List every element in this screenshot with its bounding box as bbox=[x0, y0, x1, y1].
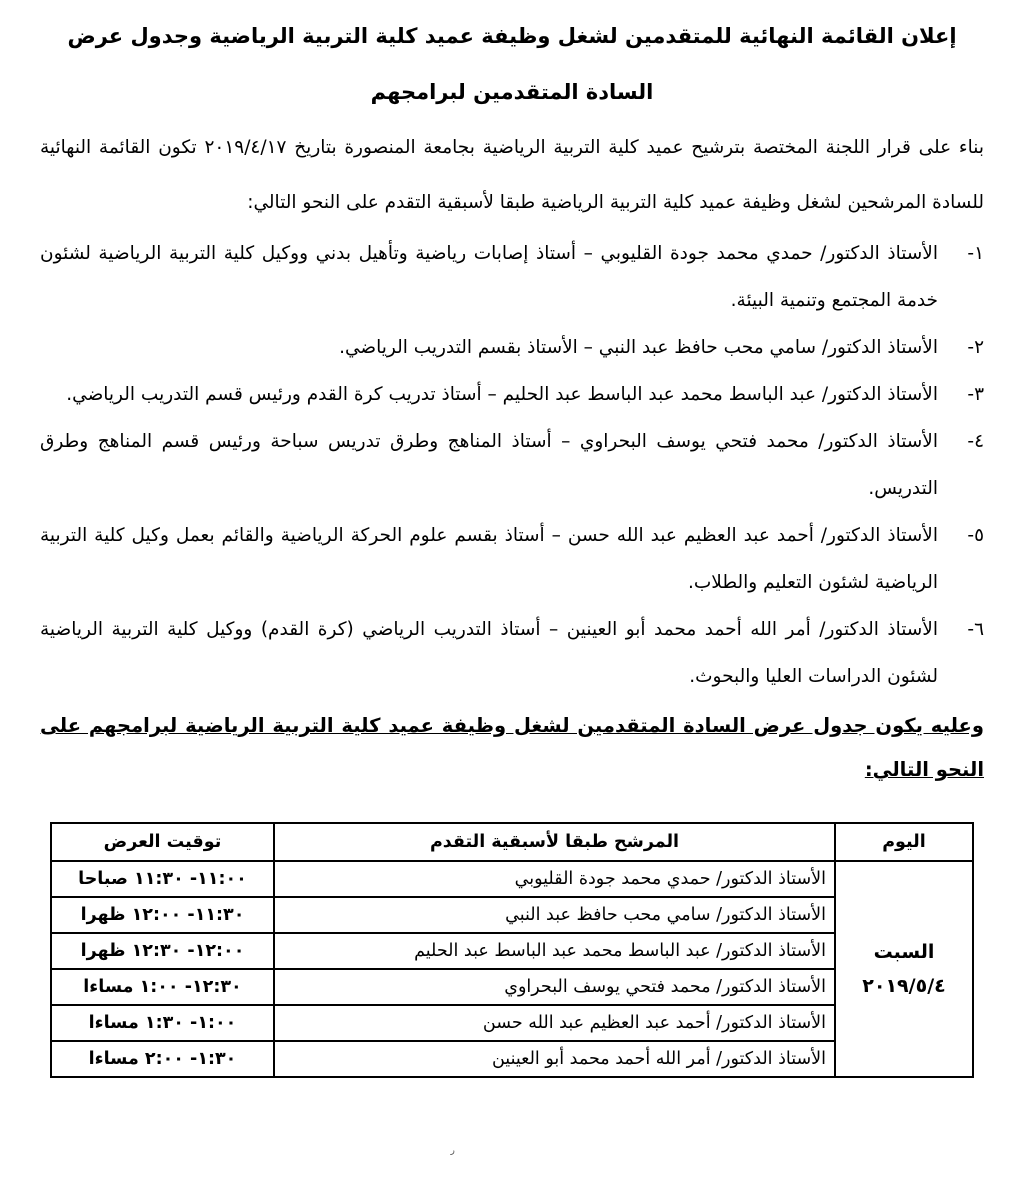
list-item-text: الأستاذ الدكتور/ عبد الباسط محمد عبد الباسط عبد الحليم – أستاذ تدريب كرة القدم ورئيس قسم التدريب الرياضي. bbox=[66, 384, 938, 405]
list-item bbox=[40, 371, 984, 418]
list-item bbox=[40, 606, 984, 700]
time-cell: ١:٠٠- ١:٣٠ مساءا bbox=[51, 1005, 274, 1041]
time-cell: ١:٣٠- ٢:٠٠ مساءا bbox=[51, 1041, 274, 1077]
list-item bbox=[40, 512, 984, 606]
schedule-heading: وعليه يكون جدول عرض السادة المتقدمين لشغل وظيفة عميد كلية التربية الرياضية لبرامجهم على النحو التالي: bbox=[40, 714, 984, 781]
list-item bbox=[40, 418, 984, 512]
header-candidate: المرشح طبقا لأسبقية التقدم bbox=[274, 823, 835, 861]
candidate-cell: الأستاذ الدكتور/ أمر الله أحمد محمد أبو العينين bbox=[274, 1041, 835, 1077]
schedule-table bbox=[50, 822, 974, 1078]
list-item-number: ٦- bbox=[967, 619, 984, 640]
table-header-row bbox=[51, 823, 973, 861]
list-item-number: ٥- bbox=[967, 525, 984, 546]
table-row bbox=[51, 1005, 973, 1041]
table-row bbox=[51, 1041, 973, 1077]
candidate-list bbox=[40, 230, 984, 700]
candidate-cell: الأستاذ الدكتور/ أحمد عبد العظيم عبد الله حسن bbox=[274, 1005, 835, 1041]
list-item-text: الأستاذ الدكتور/ أمر الله أحمد محمد أبو العينين – أستاذ التدريب الرياضي (كرة القدم) ووكيل كلية التربية الرياضية لشئون الدراسات العليا والبحوث. bbox=[40, 619, 938, 687]
list-item-text: الأستاذ الدكتور/ حمدي محمد جودة القليوبي – أستاذ إصابات رياضية وتأهيل بدني ووكيل كلية التربية الرياضية لشئون خدمة المجتمع وتنمية البيئة. bbox=[40, 243, 938, 311]
time-cell: ١١:٠٠- ١١:٣٠ صباحا bbox=[51, 861, 274, 897]
list-item-number: ٣- bbox=[967, 384, 984, 405]
candidate-cell: الأستاذ الدكتور/ حمدي محمد جودة القليوبي bbox=[274, 861, 835, 897]
list-item-text: الأستاذ الدكتور/ سامي محب حافظ عبد النبي – الأستاذ بقسم التدريب الرياضي. bbox=[339, 337, 938, 358]
document-title: إعلان القائمة النهائية للمتقدمين لشغل وظيفة عميد كلية التربية الرياضية وجدول عرض السادة المتقدمين لبرامجهم bbox=[67, 24, 957, 104]
time-cell: ١٢:٣٠- ١:٠٠ مساءا bbox=[51, 969, 274, 1005]
table-row bbox=[51, 861, 973, 897]
list-item-number: ٤- bbox=[967, 431, 984, 452]
candidate-cell: الأستاذ الدكتور/ سامي محب حافظ عبد النبي bbox=[274, 897, 835, 933]
list-item bbox=[40, 324, 984, 371]
list-item bbox=[40, 230, 984, 324]
list-item-number: ١- bbox=[967, 243, 984, 264]
table-row bbox=[51, 933, 973, 969]
table-row bbox=[51, 969, 973, 1005]
header-day: اليوم bbox=[835, 823, 973, 861]
intro-paragraph: بناء على قرار اللجنة المختصة بترشيح عميد كلية التربية الرياضية بجامعة المنصورة بتاريخ ٢٠١٩/٤/١٧ تكون القائمة النهائية للسادة المرشحين لشغل وظيفة عميد كلية التربية الرياضية طبقا لأسبقية التقدم على النحو التالي: bbox=[40, 137, 984, 213]
time-cell: ١٢:٠٠- ١٢:٣٠ ظهرا bbox=[51, 933, 274, 969]
footnote-mark: ر bbox=[450, 1146, 455, 1156]
candidate-cell: الأستاذ الدكتور/ محمد فتحي يوسف البحراوي bbox=[274, 969, 835, 1005]
list-item-text: الأستاذ الدكتور/ محمد فتحي يوسف البحراوي – أستاذ المناهج وطرق تدريس سباحة ورئيس قسم المناهج وطرق التدريس. bbox=[40, 431, 938, 499]
table-row bbox=[51, 897, 973, 933]
time-cell: ١١:٣٠- ١٢:٠٠ ظهرا bbox=[51, 897, 274, 933]
header-time: توقيت العرض bbox=[51, 823, 274, 861]
day-date: ٢٠١٩/٥/٤ bbox=[862, 975, 946, 997]
list-item-text: الأستاذ الدكتور/ أحمد عبد العظيم عبد الله حسن – أستاذ بقسم علوم الحركة الرياضية والقائم بعمل وكيل كلية التربية الرياضية لشئون التعليم والطلاب. bbox=[40, 525, 938, 593]
candidate-cell: الأستاذ الدكتور/ عبد الباسط محمد عبد الباسط عبد الحليم bbox=[274, 933, 835, 969]
list-item-number: ٢- bbox=[967, 337, 984, 358]
day-cell bbox=[835, 861, 973, 1077]
day-name: السبت bbox=[873, 941, 935, 963]
